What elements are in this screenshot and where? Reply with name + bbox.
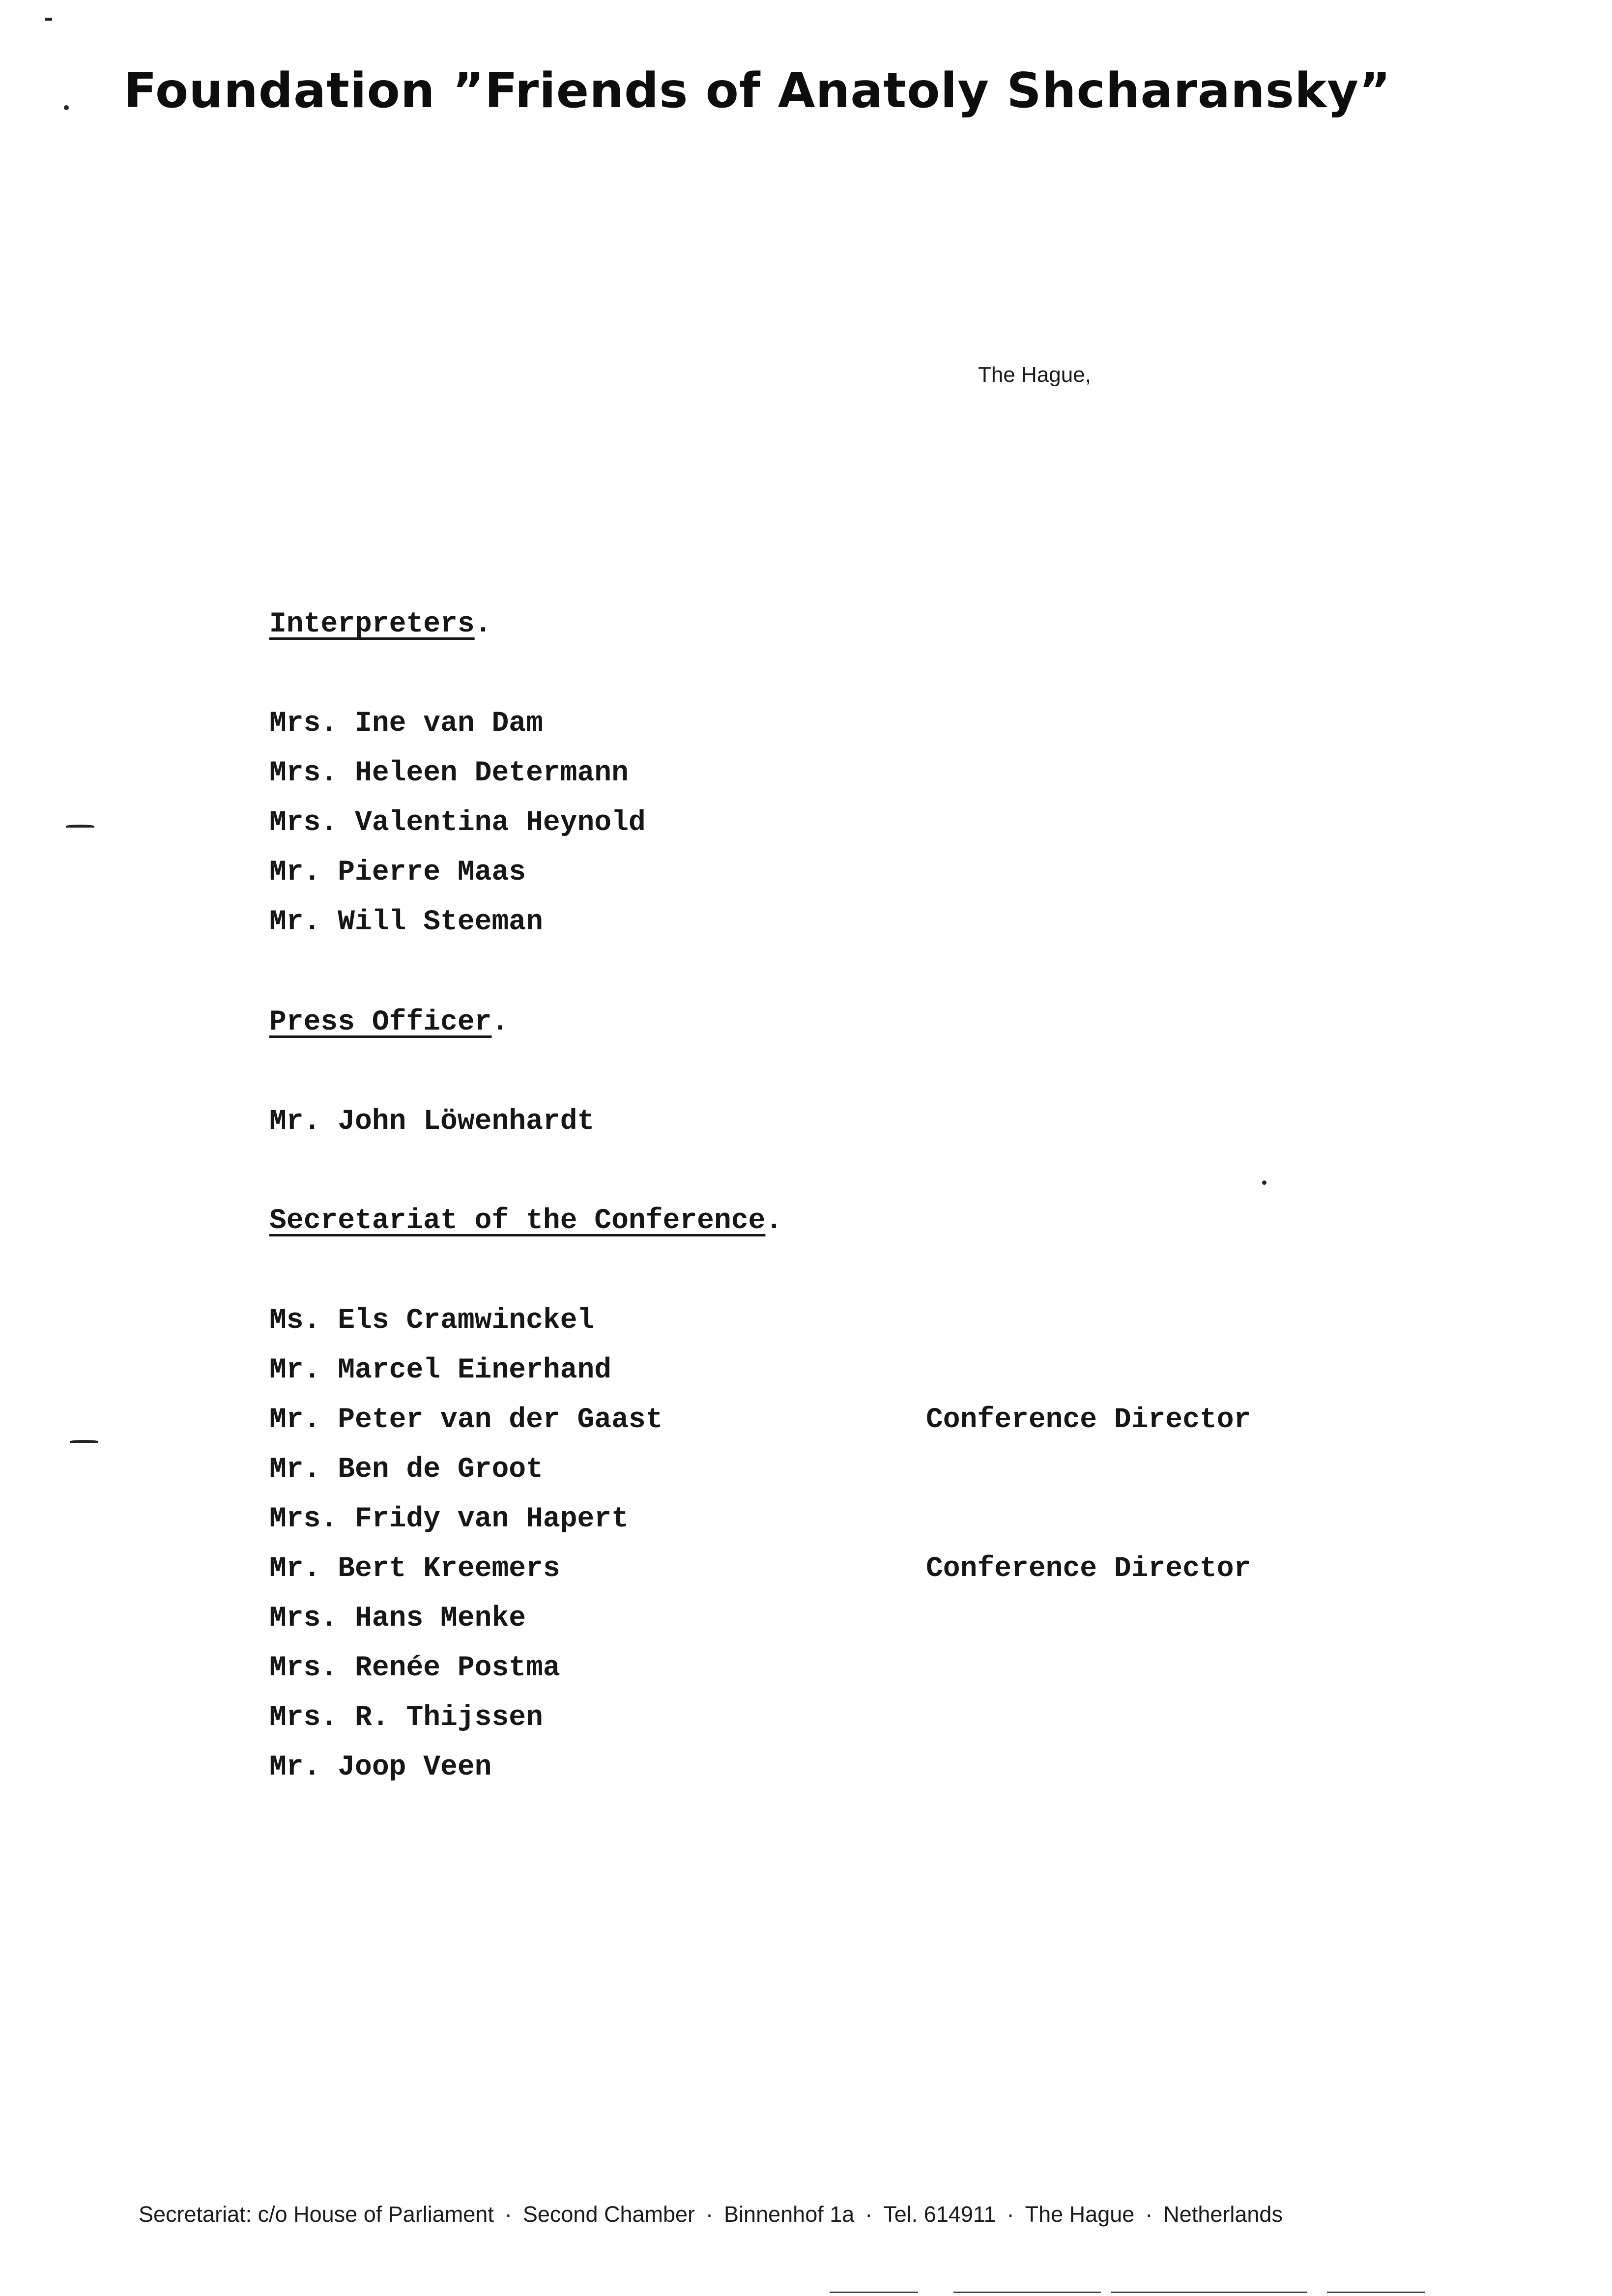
- scan-speck: [45, 18, 52, 21]
- secretariat-member-name: Mr. Peter van der Gaast: [269, 1404, 663, 1436]
- secretariat-member-role: Conference Director: [926, 1404, 1251, 1436]
- section-heading-secretariat: Secretariat of the Conference.: [269, 1205, 783, 1237]
- scan-edge-line: [953, 2292, 1101, 2293]
- secretariat-member-name: Mr. Marcel Einerhand: [269, 1354, 612, 1386]
- interpreter-name: Mrs. Ine van Dam: [269, 708, 543, 740]
- interpreter-name: Mr. Will Steeman: [269, 906, 543, 938]
- heading-text: Press Officer: [269, 1006, 492, 1038]
- section-heading-press-officer: Press Officer.: [269, 1006, 509, 1038]
- place-date-line: The Hague,: [978, 363, 1091, 387]
- footer-separator: ·: [865, 2202, 873, 2227]
- footer-separator: ·: [1007, 2202, 1014, 2227]
- secretariat-member-name: Mrs. Hans Menke: [269, 1603, 526, 1635]
- heading-text: Interpreters: [269, 608, 475, 640]
- secretariat-member-name: Mrs. R. Thijssen: [269, 1702, 543, 1734]
- secretariat-member-name: Mr. Bert Kreemers: [269, 1553, 560, 1585]
- letterhead-title: Foundation ”Friends of Anatoly Shcharansky”: [124, 63, 1391, 119]
- section-heading-interpreters: Interpreters.: [269, 608, 492, 640]
- secretariat-member-role: Conference Director: [926, 1553, 1251, 1585]
- margin-mark: [70, 1440, 98, 1443]
- scan-speck: [64, 105, 69, 110]
- footer-separator: ·: [1145, 2202, 1153, 2227]
- margin-mark: [66, 825, 94, 828]
- secretariat-member-name: Ms. Els Cramwinckel: [269, 1305, 595, 1337]
- scan-speck: [1262, 1180, 1267, 1185]
- secretariat-member-name: Mr. Joop Veen: [269, 1751, 492, 1783]
- footer-part: Tel. 614911: [883, 2202, 996, 2227]
- interpreter-name: Mrs. Valentina Heynold: [269, 807, 646, 839]
- footer-part: Netherlands: [1163, 2202, 1283, 2227]
- footer-separator: ·: [706, 2202, 714, 2227]
- heading-text: Secretariat of the Conference: [269, 1205, 766, 1237]
- secretariat-member-name: Mr. Ben de Groot: [269, 1454, 543, 1486]
- secretariat-member-name: Mrs. Renée Postma: [269, 1652, 560, 1684]
- secretariat-member-name: Mrs. Fridy van Hapert: [269, 1503, 629, 1535]
- footer-part: Binnenhof 1a: [724, 2202, 855, 2227]
- footer-part: Secretariat: c/o House of Parliament: [139, 2202, 494, 2227]
- scan-edge-line: [1111, 2292, 1307, 2293]
- footer-part: Second Chamber: [522, 2202, 695, 2227]
- footer-part: The Hague: [1025, 2202, 1135, 2227]
- press-officer-name: Mr. John Löwenhardt: [269, 1106, 595, 1138]
- interpreter-name: Mr. Pierre Maas: [269, 857, 526, 889]
- scan-edge-line: [830, 2292, 918, 2293]
- interpreter-name: Mrs. Heleen Determann: [269, 757, 629, 789]
- scan-edge-line: [1327, 2292, 1425, 2293]
- footer-address: [139, 2202, 1283, 2227]
- footer-separator: ·: [504, 2202, 512, 2227]
